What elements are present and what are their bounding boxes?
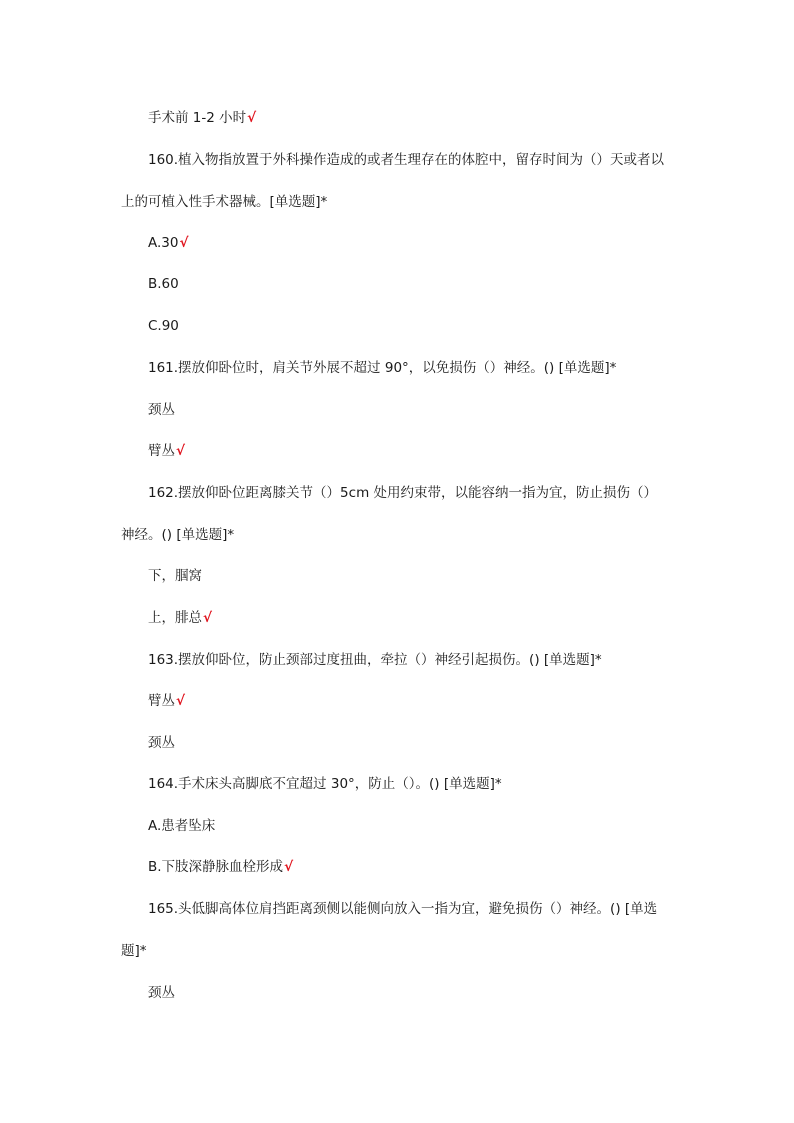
answer-option: B.60 — [148, 276, 179, 292]
answer-option: 臂丛√ — [148, 443, 186, 459]
answer-option: 颈丛 — [148, 402, 175, 418]
question-160-continued: 上的可植入性手术器械。[单选题]* — [121, 194, 328, 210]
answer-option: A.患者坠床 — [148, 818, 216, 834]
answer-option: 颈丛 — [148, 735, 175, 751]
check-mark-icon: √ — [247, 110, 257, 126]
answer-option: B.下肢深静脉血栓形成√ — [148, 859, 294, 875]
question-163: 163.摆放仰卧位，防止颈部过度扭曲，牵拉（）神经引起损伤。() [单选题]* — [148, 652, 602, 668]
question-162-continued: 神经。() [单选题]* — [121, 527, 235, 543]
answer-option: 手术前 1-2 小时√ — [148, 110, 257, 126]
check-mark-icon: √ — [176, 693, 186, 709]
check-mark-icon: √ — [203, 610, 213, 626]
answer-option: A.30√ — [148, 235, 189, 251]
check-mark-icon: √ — [179, 235, 189, 251]
question-164: 164.手术床头高脚底不宜超过 30°，防止（）。() [单选题]* — [148, 776, 502, 792]
question-161: 161.摆放仰卧位时，肩关节外展不超过 90°，以免损伤（）神经。() [单选题]* — [148, 360, 617, 376]
question-160: 160.植入物指放置于外科操作造成的或者生理存在的体腔中，留存时间为（）天或者以 — [148, 152, 665, 168]
answer-option: 臂丛√ — [148, 693, 186, 709]
question-165-continued: 题]* — [121, 943, 147, 959]
answer-option: 下，腘窝 — [148, 568, 202, 584]
answer-option: 上，腓总√ — [148, 610, 213, 626]
question-165: 165.头低脚高体位肩挡距离颈侧以能侧向放入一指为宜，避免损伤（）神经。() [单选 — [148, 901, 658, 917]
check-mark-icon: √ — [176, 443, 186, 459]
answer-option: 颈丛 — [148, 985, 175, 1001]
question-162: 162.摆放仰卧位距离膝关节（）5cm 处用约束带，以能容纳一指为宜，防止损伤（） — [148, 485, 658, 501]
check-mark-icon: √ — [284, 859, 294, 875]
answer-option: C.90 — [148, 318, 179, 334]
